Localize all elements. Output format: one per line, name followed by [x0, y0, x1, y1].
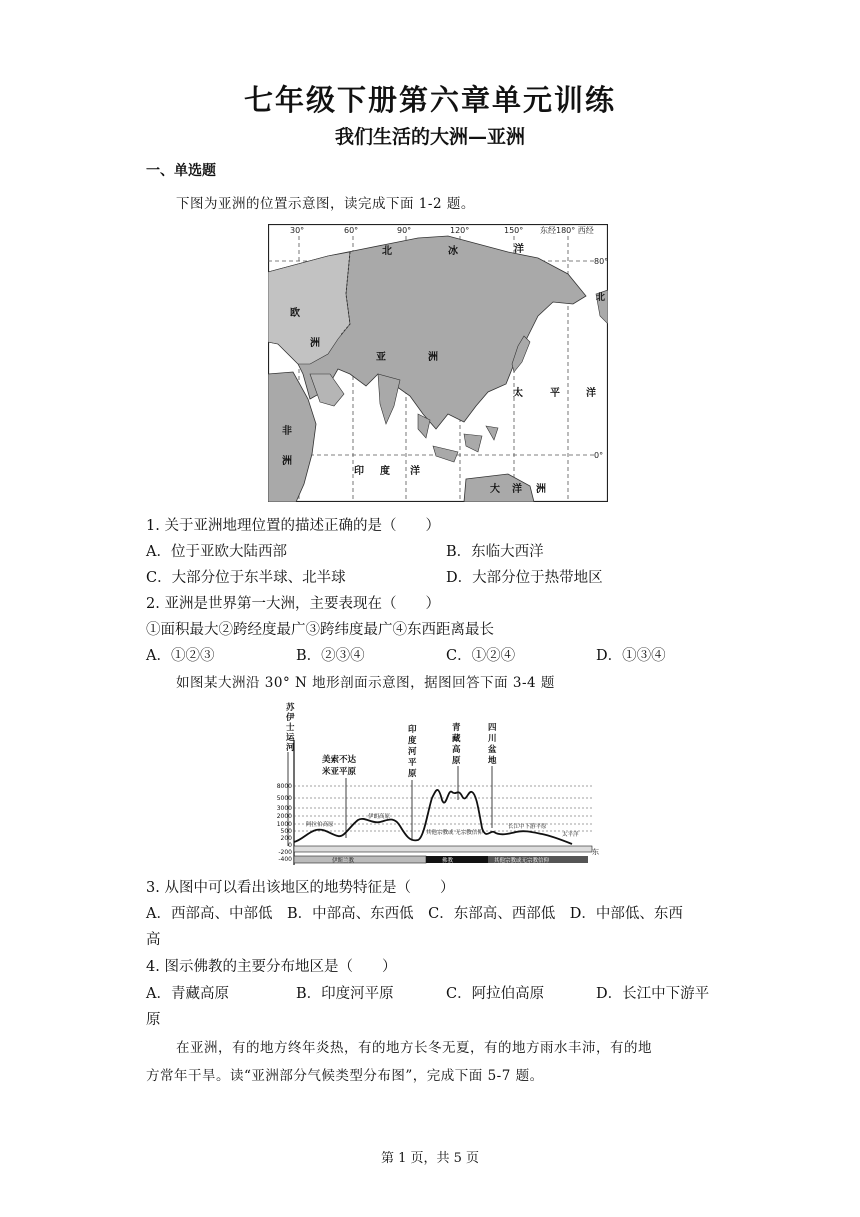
q1-option-c[interactable]: C．大部分位于东半球、北半球	[146, 570, 346, 586]
q3-options[interactable]: A．西部高、中部低 B．中部高、东西低 C．东部高、西部低 D．中部低、东西	[146, 906, 683, 922]
svg-text:苏: 苏	[286, 703, 295, 713]
lon-label: 30°	[290, 226, 305, 235]
label-sichuan	[488, 723, 497, 766]
svg-text:原: 原	[452, 756, 461, 766]
q1-option-a[interactable]: A．位于亚欧大陆西部	[146, 544, 287, 560]
q2-option-a[interactable]: A．①②③	[146, 648, 215, 664]
page-subtitle: 我们生活的大洲—亚洲	[334, 126, 525, 148]
map-label: 太	[513, 388, 523, 399]
svg-text:米亚平原: 米亚平原	[322, 767, 357, 777]
map-label: 北	[382, 246, 392, 257]
svg-text:高: 高	[452, 745, 461, 755]
svg-text:原: 原	[408, 769, 417, 779]
map-label-north-america: 北	[596, 293, 606, 303]
svg-text:盆: 盆	[488, 745, 497, 755]
map-label: 亚	[376, 352, 386, 363]
y-tick: 200	[280, 835, 292, 842]
page-title: 七年级下册第六章单元训练	[243, 83, 616, 117]
y-tick: 5000	[276, 795, 292, 802]
label-east: 东	[592, 848, 599, 856]
y-tick: 500	[280, 828, 292, 835]
lat-label: 0°	[594, 451, 604, 460]
q4-option-c[interactable]: C．阿拉伯高原	[446, 986, 545, 1002]
question-1-stem: 1. 关于亚洲地理位置的描述正确的是（ ）	[146, 518, 440, 534]
svg-text:青: 青	[452, 723, 461, 733]
q4-options-wrap: 原	[146, 1012, 161, 1028]
svg-text:伊: 伊	[286, 713, 295, 723]
svg-text:平: 平	[408, 758, 417, 768]
y-tick: 1000	[276, 821, 292, 828]
map-label: 非	[282, 426, 292, 437]
question-3-stem: 3. 从图中可以看出该地区的地势特征是（ ）	[146, 880, 455, 896]
lat-label: 80°	[594, 257, 608, 266]
svg-text:河: 河	[408, 747, 417, 757]
question-2-items: ①面积最大②跨经度最广③跨纬度最广④东西距离最长	[146, 622, 494, 638]
map-label: 洲	[310, 338, 320, 349]
intro-q5-7-line1: 在亚洲，有的地方终年炎热，有的地方长冬无夏，有的地方雨水丰沛，有的地	[176, 1040, 652, 1056]
map-label: 冰	[448, 246, 458, 257]
label-buddhism: 佛教	[442, 858, 454, 864]
map-label: 洋	[410, 466, 420, 477]
svg-text:度: 度	[408, 736, 417, 746]
label-yangtze-plain: 长江中下游平原	[508, 824, 547, 830]
map-label: 度	[380, 466, 390, 477]
lon-label-end: 东经180° 西经	[540, 226, 594, 235]
map-label: 印	[354, 466, 364, 477]
map-label: 洲	[282, 456, 292, 467]
q1-option-b[interactable]: B．东临大西洋	[446, 544, 544, 560]
label-iran-plateau: 伊朗高原	[368, 814, 391, 820]
map-label: 洋	[514, 244, 524, 255]
q4-option-a[interactable]: A．青藏高原	[146, 986, 229, 1002]
svg-text:四: 四	[488, 723, 497, 733]
label-mesopotamia	[321, 754, 357, 777]
label-indus	[408, 724, 417, 779]
intro-q3-4: 如图某大洲沿 30° N 地形剖面示意图，据图回答下面 3-4 题	[176, 675, 555, 691]
map-label: 洲	[428, 352, 438, 363]
map-label: 洋	[512, 484, 522, 495]
intro-q5-7-line2: 方常年干旱。读“亚洲部分气候类型分布图”，完成下面 5-7 题。	[146, 1068, 544, 1084]
svg-text:川: 川	[488, 734, 497, 744]
intro-q1-2: 下图为亚洲的位置示意图，读完成下面 1-2 题。	[176, 196, 475, 212]
q4-option-b[interactable]: B．印度河平原	[296, 986, 394, 1002]
q3-options-wrap: 高	[146, 932, 161, 948]
map-label: 欧	[290, 308, 300, 319]
lon-label: 60°	[344, 226, 359, 235]
question-2-stem: 2. 亚洲是世界第一大洲，主要表现在（ ）	[146, 596, 440, 612]
svg-text:藏: 藏	[452, 734, 461, 744]
page-footer: 第 1 页，共 5 页	[380, 1151, 480, 1166]
label-islam: 伊斯兰教	[332, 858, 355, 864]
lon-label: 120°	[450, 226, 470, 235]
q2-option-d[interactable]: D．①③④	[596, 648, 666, 664]
q4-option-d[interactable]: D．长江中下游平	[596, 986, 710, 1002]
label-tibet	[452, 722, 461, 766]
y-tick: -200	[278, 849, 292, 856]
svg-text:士: 士	[286, 723, 295, 733]
question-4-stem: 4. 图示佛教的主要分布地区是（ ）	[146, 959, 397, 975]
y-tick: 2000	[276, 813, 292, 820]
label-other-religion-2: 其他宗教或无宗教信仰	[494, 858, 550, 864]
asia-map-svg	[268, 224, 608, 502]
svg-text:地: 地	[488, 756, 497, 766]
svg-text:运: 运	[286, 733, 295, 743]
y-tick: 8000	[276, 783, 292, 790]
map-label: 洋	[586, 388, 596, 399]
map-label: 洲	[536, 484, 546, 495]
asia-location-map	[268, 224, 608, 502]
svg-text:印: 印	[408, 725, 417, 735]
y-tick: 3000	[276, 805, 292, 812]
svg-text:美索不达: 美索不达	[322, 755, 357, 765]
terrain-profile-figure	[272, 700, 608, 872]
q1-option-d[interactable]: D．大部分位于热带地区	[446, 570, 603, 586]
lon-label: 90°	[397, 226, 412, 235]
y-tick: -400	[278, 856, 292, 863]
svg-text:河: 河	[286, 743, 295, 753]
label-pacific: 太平洋	[562, 832, 579, 838]
section-heading: 一、单选题	[146, 163, 216, 179]
lon-label: 150°	[504, 226, 524, 235]
terrain-profile-svg	[272, 700, 608, 872]
label-other-religion: 其他宗教或 无宗教信仰	[426, 830, 483, 836]
y-tick: 0	[288, 842, 292, 849]
q2-option-c[interactable]: C．①②④	[446, 648, 516, 664]
map-label: 大	[490, 484, 500, 495]
q2-option-b[interactable]: B．②③④	[296, 648, 365, 664]
map-label: 平	[550, 388, 560, 399]
label-arabian-plateau: 阿拉伯高原	[306, 822, 334, 828]
